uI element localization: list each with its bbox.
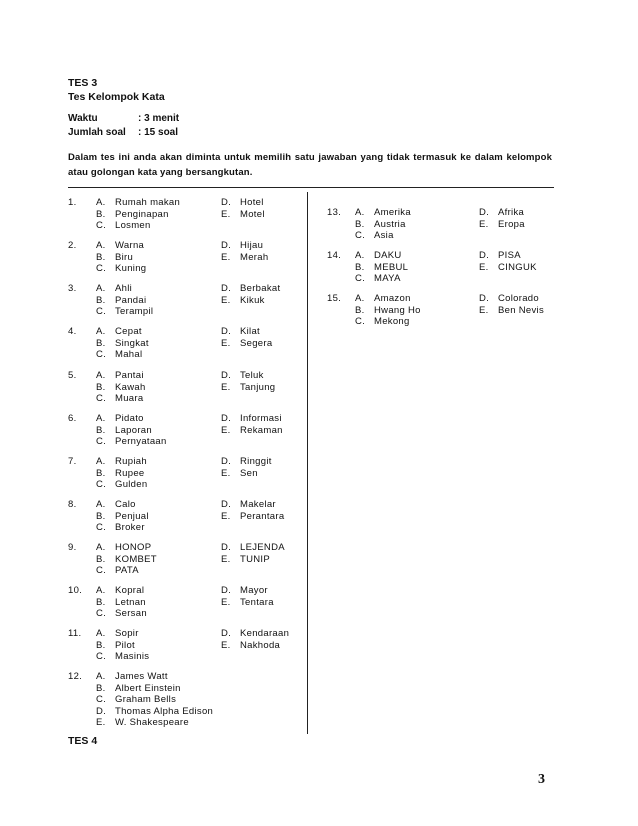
option-letter: C. <box>96 263 107 274</box>
option-letter: D. <box>479 250 490 261</box>
question-number: 11. <box>68 628 82 639</box>
option-letter: A. <box>355 207 365 218</box>
question-number: 7. <box>68 456 77 467</box>
option-text: Berbakat <box>240 283 281 294</box>
option-letter: A. <box>355 293 365 304</box>
option-text: Hwang Ho <box>374 304 421 316</box>
meta-count-value: : 15 soal <box>138 127 179 138</box>
option-text: Pilot <box>115 639 135 651</box>
option-letter: B. <box>96 208 106 220</box>
option-letter: C. <box>96 651 107 662</box>
question-number: 9. <box>68 542 77 553</box>
option-text: Mayor <box>240 585 268 596</box>
option-text: James Watt <box>115 671 168 682</box>
option-letter: B. <box>96 294 106 306</box>
question-number: 8. <box>68 499 77 510</box>
option-letter: A. <box>355 250 365 261</box>
next-section-title: TES 4 <box>68 735 98 747</box>
option-text: Ben Nevis <box>498 304 544 316</box>
meta-count-label: Jumlah soal <box>68 127 126 138</box>
option-text: Masinis <box>115 651 150 662</box>
option-letter: D. <box>221 628 232 639</box>
option-text: DAKU <box>374 250 402 261</box>
section-subtitle: Tes Kelompok Kata <box>68 91 165 103</box>
option-letter: B. <box>355 261 365 273</box>
question-number: 5. <box>68 370 77 381</box>
option-text: Afrika <box>498 207 525 218</box>
meta-time-label: Waktu <box>68 113 98 124</box>
option-letter: C. <box>96 393 107 404</box>
option-text: Rekaman <box>240 424 283 436</box>
option-text: Warna <box>115 240 145 251</box>
option-text: Pantai <box>115 370 144 381</box>
option-letter: C. <box>96 608 107 619</box>
option-text: Losmen <box>115 220 151 231</box>
option-letter: B. <box>96 337 106 349</box>
option-text: Gulden <box>115 479 148 490</box>
option-letter: E. <box>221 337 231 349</box>
option-letter: B. <box>96 467 106 479</box>
option-letter: D. <box>221 499 232 510</box>
question-number: 1. <box>68 197 77 208</box>
meta-time <box>68 112 179 126</box>
option-letter: B. <box>355 304 365 316</box>
option-text: Segera <box>240 337 273 349</box>
section-title: TES 3 <box>68 77 98 89</box>
option-text: HONOP <box>115 542 152 553</box>
option-text: Austria <box>374 218 406 230</box>
option-text: Merah <box>240 251 269 263</box>
option-text: CINGUK <box>498 261 537 273</box>
option-text: Calo <box>115 499 136 510</box>
option-letter: C. <box>96 306 107 317</box>
option-text: Rupee <box>115 467 145 479</box>
option-text: Thomas Alpha Edison <box>115 705 214 717</box>
option-letter: E. <box>221 208 231 220</box>
option-text: Pandai <box>115 294 147 306</box>
option-text: Kuning <box>115 263 147 274</box>
question-number: 2. <box>68 240 77 251</box>
option-text: Kopral <box>115 585 145 596</box>
option-letter: E. <box>479 218 489 230</box>
meta-time-value: : 3 menit <box>138 113 180 124</box>
option-text: Mekong <box>374 316 410 327</box>
option-letter: B. <box>96 381 106 393</box>
option-text: Cepat <box>115 326 142 337</box>
option-letter: E. <box>221 251 231 263</box>
option-letter: D. <box>221 542 232 553</box>
option-text: Muara <box>115 393 144 404</box>
option-text: Kikuk <box>240 294 265 306</box>
option-text: Penjual <box>115 510 149 522</box>
option-letter: C. <box>355 273 366 284</box>
option-letter: A. <box>96 197 106 208</box>
option-letter: D. <box>221 326 232 337</box>
option-letter: C. <box>96 522 107 533</box>
option-text: Albert Einstein <box>115 682 181 694</box>
option-text: Colorado <box>498 293 539 304</box>
option-text: Kilat <box>240 326 260 337</box>
option-letter: E. <box>96 717 106 728</box>
option-letter: E. <box>221 510 231 522</box>
option-letter: A. <box>96 240 106 251</box>
option-text: Pernyataan <box>115 436 167 447</box>
option-text: Ringgit <box>240 456 272 467</box>
option-text: Singkat <box>115 337 149 349</box>
option-letter: E. <box>479 304 489 316</box>
option-letter: C. <box>355 316 366 327</box>
option-letter: A. <box>96 370 106 381</box>
option-letter: C. <box>96 694 107 705</box>
option-letter: E. <box>221 381 231 393</box>
option-text: Kendaraan <box>240 628 290 639</box>
option-letter: A. <box>96 542 106 553</box>
option-letter: B. <box>96 596 106 608</box>
column-divider <box>307 192 308 734</box>
option-text: Biru <box>115 251 134 263</box>
option-letter: B. <box>96 424 106 436</box>
option-text: Tanjung <box>240 381 276 393</box>
option-text: Makelar <box>240 499 276 510</box>
question-number: 15. <box>327 293 342 304</box>
option-letter: B. <box>96 510 106 522</box>
option-text: TUNIP <box>240 553 270 565</box>
option-letter: D. <box>221 413 232 424</box>
option-text: PATA <box>115 565 139 576</box>
option-text: Asia <box>374 230 394 241</box>
option-letter: C. <box>96 479 107 490</box>
option-text: Sen <box>240 467 258 479</box>
option-letter: A. <box>96 585 106 596</box>
question-number: 3. <box>68 283 77 294</box>
option-letter: E. <box>221 424 231 436</box>
option-letter: A. <box>96 671 106 682</box>
option-letter: A. <box>96 628 106 639</box>
question-number: 14. <box>327 250 342 261</box>
option-text: Hotel <box>240 197 264 208</box>
option-letter: A. <box>96 499 106 510</box>
option-text: LEJENDA <box>240 542 285 553</box>
option-letter: C. <box>96 349 107 360</box>
option-text: Perantara <box>240 510 285 522</box>
option-letter: D. <box>221 240 232 251</box>
option-text: MAYA <box>374 273 401 284</box>
option-letter: E. <box>221 467 231 479</box>
option-text: Sopir <box>115 628 139 639</box>
option-text: Amazon <box>374 293 411 304</box>
question-number: 12. <box>68 671 83 682</box>
meta-count <box>68 126 178 140</box>
option-text: Broker <box>115 522 145 533</box>
option-text: PISA <box>498 250 521 261</box>
option-text: Laporan <box>115 424 152 436</box>
option-letter: C. <box>96 436 107 447</box>
option-text: Ahli <box>115 283 133 294</box>
page-number: 3 <box>538 772 545 787</box>
option-text: Rumah makan <box>115 197 181 208</box>
option-letter: A. <box>96 413 106 424</box>
option-text: Teluk <box>240 370 264 381</box>
option-letter: E. <box>479 261 489 273</box>
option-letter: A. <box>96 456 106 467</box>
question-number: 10. <box>68 585 83 596</box>
option-text: Informasi <box>240 413 282 424</box>
option-letter: D. <box>479 207 490 218</box>
question-number: 6. <box>68 413 77 424</box>
option-letter: D. <box>221 197 232 208</box>
option-letter: D. <box>221 283 232 294</box>
option-text: Mahal <box>115 349 143 360</box>
option-text: Rupiah <box>115 456 147 467</box>
option-text: Hijau <box>240 240 264 251</box>
instructions: Dalam tes ini anda akan diminta untuk memilih satu jawaban yang tidak termasuk ke dalam kelompok atau golongan kata yang bersangkutan. <box>68 152 552 178</box>
option-text: Letnan <box>115 596 146 608</box>
question-number: 13. <box>327 207 342 218</box>
option-text: Graham Bells <box>115 694 177 705</box>
option-text: Pidato <box>115 413 144 424</box>
question-number: 4. <box>68 326 77 337</box>
option-letter: D. <box>96 705 107 717</box>
option-letter: B. <box>96 639 106 651</box>
option-letter: A. <box>96 326 106 337</box>
option-text: Eropa <box>498 218 525 230</box>
option-letter: D. <box>221 370 232 381</box>
divider-line <box>68 187 554 188</box>
option-text: Penginapan <box>115 208 169 220</box>
option-letter: C. <box>355 230 366 241</box>
option-text: KOMBET <box>115 553 157 565</box>
option-letter: B. <box>96 251 106 263</box>
option-text: Tentara <box>240 596 274 608</box>
option-letter: E. <box>221 639 231 651</box>
option-letter: A. <box>96 283 106 294</box>
option-text: W. Shakespeare <box>115 717 189 728</box>
option-text: Nakhoda <box>240 639 281 651</box>
option-letter: D. <box>479 293 490 304</box>
option-letter: E. <box>221 596 231 608</box>
option-letter: B. <box>96 682 106 694</box>
option-text: Sersan <box>115 608 147 619</box>
option-text: Terampil <box>115 306 154 317</box>
option-letter: E. <box>221 294 231 306</box>
option-letter: D. <box>221 456 232 467</box>
option-text: Amerika <box>374 207 411 218</box>
option-text: Kawah <box>115 381 146 393</box>
option-letter: B. <box>96 553 106 565</box>
option-letter: D. <box>221 585 232 596</box>
option-letter: C. <box>96 565 107 576</box>
option-letter: E. <box>221 553 231 565</box>
option-letter: C. <box>96 220 107 231</box>
option-text: MEBUL <box>374 261 409 273</box>
option-text: Motel <box>240 208 265 220</box>
option-letter: B. <box>355 218 365 230</box>
